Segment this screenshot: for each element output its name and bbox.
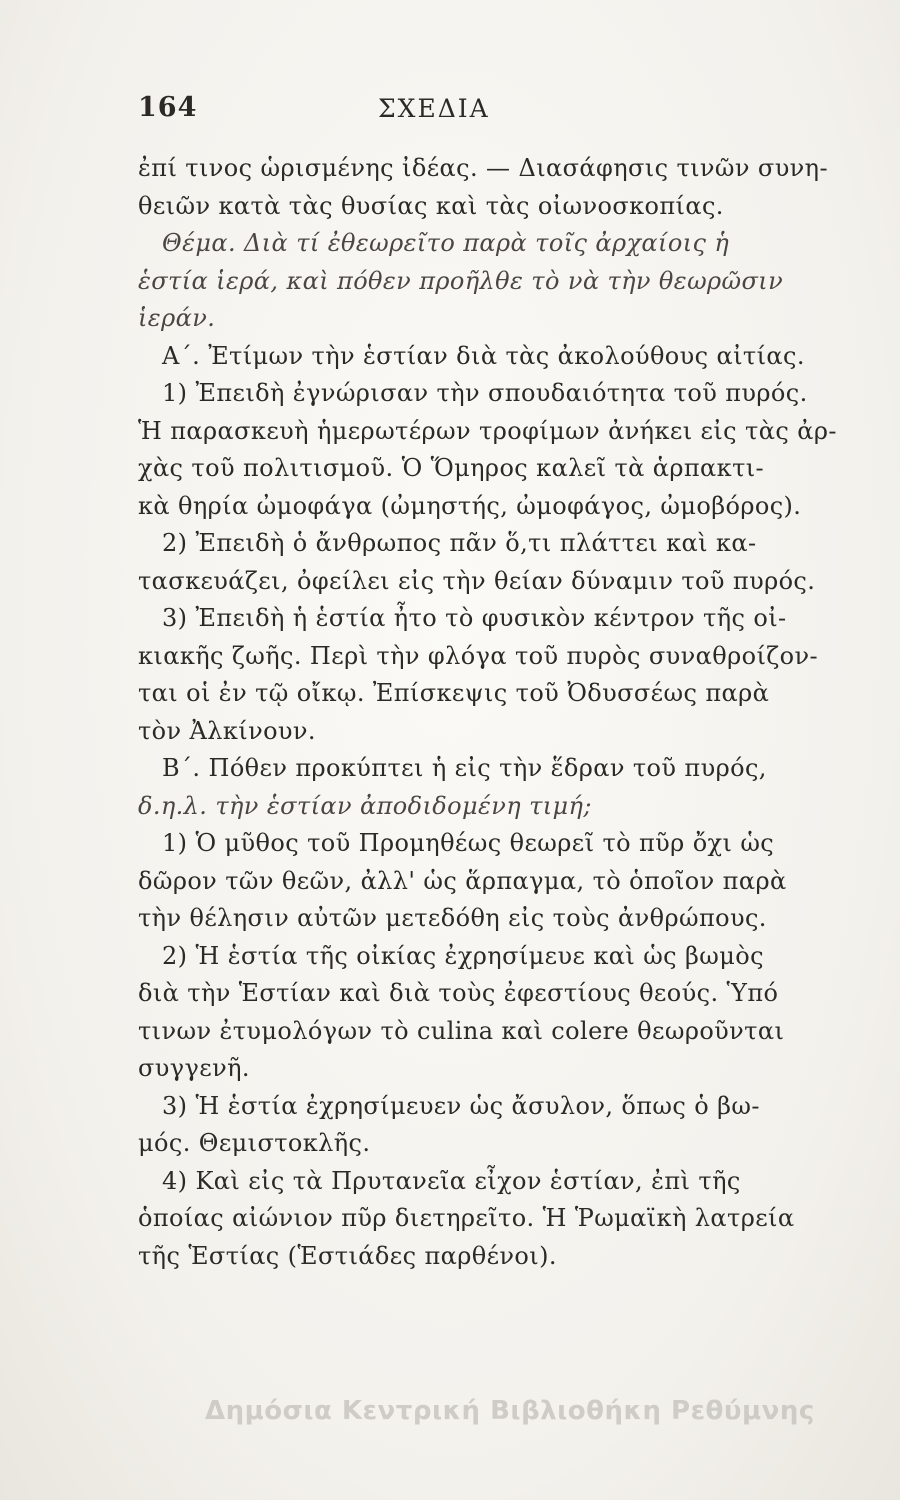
text-line: τὸν Ἀλκίνουν. [138, 716, 316, 745]
text-line: ἱεράν. [138, 304, 216, 332]
text-line: θειῶν κατὰ τὰς θυσίας καὶ τὰς οἰωνοσκοπίας. [138, 191, 724, 220]
text-line: ὁποίας αἰώνιον πῦρ διετηρεῖτο. Ἡ Ῥωμαϊκὴ λατρεία [138, 1204, 795, 1232]
text-line: χὰς τοῦ πολιτισμοῦ. Ὁ Ὅμηρος καλεῖ τὰ ἁρπακτι- [138, 454, 765, 482]
text-line: ται οἱ ἐν τῷ οἴκῳ. Ἐπίσκεψις τοῦ Ὀδυσσέως παρὰ [138, 679, 770, 707]
text-line: δῶρον τῶν θεῶν, ἀλλ' ὡς ἅρπαγμα, τὸ ὁποῖον παρὰ [138, 866, 787, 895]
text-line: 2) Ἐπειδὴ ὁ ἄνθρωπος πᾶν ὅ,τι πλάττει καὶ κα- [162, 529, 757, 557]
running-head [138, 92, 778, 132]
text-line: κιακῆς ζωῆς. Περὶ τὴν φλόγα τοῦ πυρὸς συναθροίζον- [138, 641, 819, 670]
text-line: 1) Ὁ μῦθος τοῦ Προμηθέως θεωρεῖ τὸ πῦρ ὄχι ὡς [162, 829, 775, 857]
text-line: 3) Ἡ ἑστία ἐχρησίμευεν ὡς ἄσυλον, ὅπως ὁ βω- [162, 1091, 760, 1120]
text-line: τῆς Ἑστίας (Ἑστιάδες παρθένοι). [138, 1241, 557, 1270]
text-line-theme: Θέμα. Διὰ τί ἐθεωρεῖτο παρὰ τοῖς ἀρχαίοις ἡ [162, 229, 730, 257]
text-line: Ἡ παρασκευὴ ἡμερωτέρων τροφίμων ἀνήκει εἰς τὰς ἀρ- [138, 416, 837, 445]
page-number: 164 [138, 92, 198, 123]
text-line: μός. Θεμιστοκλῆς. [138, 1129, 371, 1157]
text-line: δ.η.λ. τὴν ἑστίαν ἀποδιδομένη τιμή; [138, 791, 592, 820]
text-line: ἐπί τινος ὡρισμένης ἰδέας. — Διασάφησις τινῶν συνη- [138, 154, 828, 182]
text-line-section-a: Α΄. Ἐτίμων τὴν ἑστίαν διὰ τὰς ἀκολούθους αἰτίας. [162, 341, 805, 370]
text-line: 3) Ἐπειδὴ ἡ ἑστία ἦτο τὸ φυσικὸν κέντρον τῆς οἰ- [162, 604, 787, 632]
text-line: τινων ἐτυμολόγων τὸ culina καὶ colere θεωροῦνται [138, 1016, 785, 1045]
text-line: 1) Ἐπειδὴ ἐγνώρισαν τὴν σπουδαιότητα τοῦ πυρός. [162, 379, 808, 407]
text-line: κὰ θηρία ὠμοφάγα (ὠμηστής, ὠμοφάγος, ὠμοβόρος). [138, 491, 802, 520]
body-text [138, 150, 858, 1275]
library-watermark: Δημόσια Κεντρική Βιβλιοθήκη Ρεθύμνης [205, 1396, 815, 1426]
text-line: διὰ τὴν Ἑστίαν καὶ διὰ τοὺς ἐφεστίους θεούς. Ὑπό [138, 979, 779, 1007]
page-header-title: ΣΧΕΔΙΑ [378, 94, 490, 123]
text-line: 2) Ἡ ἑστία τῆς οἰκίας ἐχρησίμευε καὶ ὡς βωμὸς [162, 941, 764, 970]
text-line: τὴν θέλησιν αὐτῶν μετεδόθη εἰς τοὺς ἀνθρώπους. [138, 904, 767, 932]
text-line-section-b: Β΄. Πόθεν προκύπτει ἡ εἰς τὴν ἕδραν τοῦ πυρός, [162, 754, 767, 782]
text-line: συγγενῆ. [138, 1054, 250, 1082]
text-line: 4) Καὶ εἰς τὰ Πρυτανεῖα εἶχον ἑστίαν, ἐπὶ τῆς [162, 1166, 741, 1195]
text-line: τασκευάζει, ὀφείλει εἰς τὴν θείαν δύναμιν τοῦ πυρός. [138, 566, 816, 595]
text-line: ἑστία ἱερά, καὶ πόθεν προῆλθε τὸ νὰ τὴν θεωρῶσιν [138, 266, 784, 295]
